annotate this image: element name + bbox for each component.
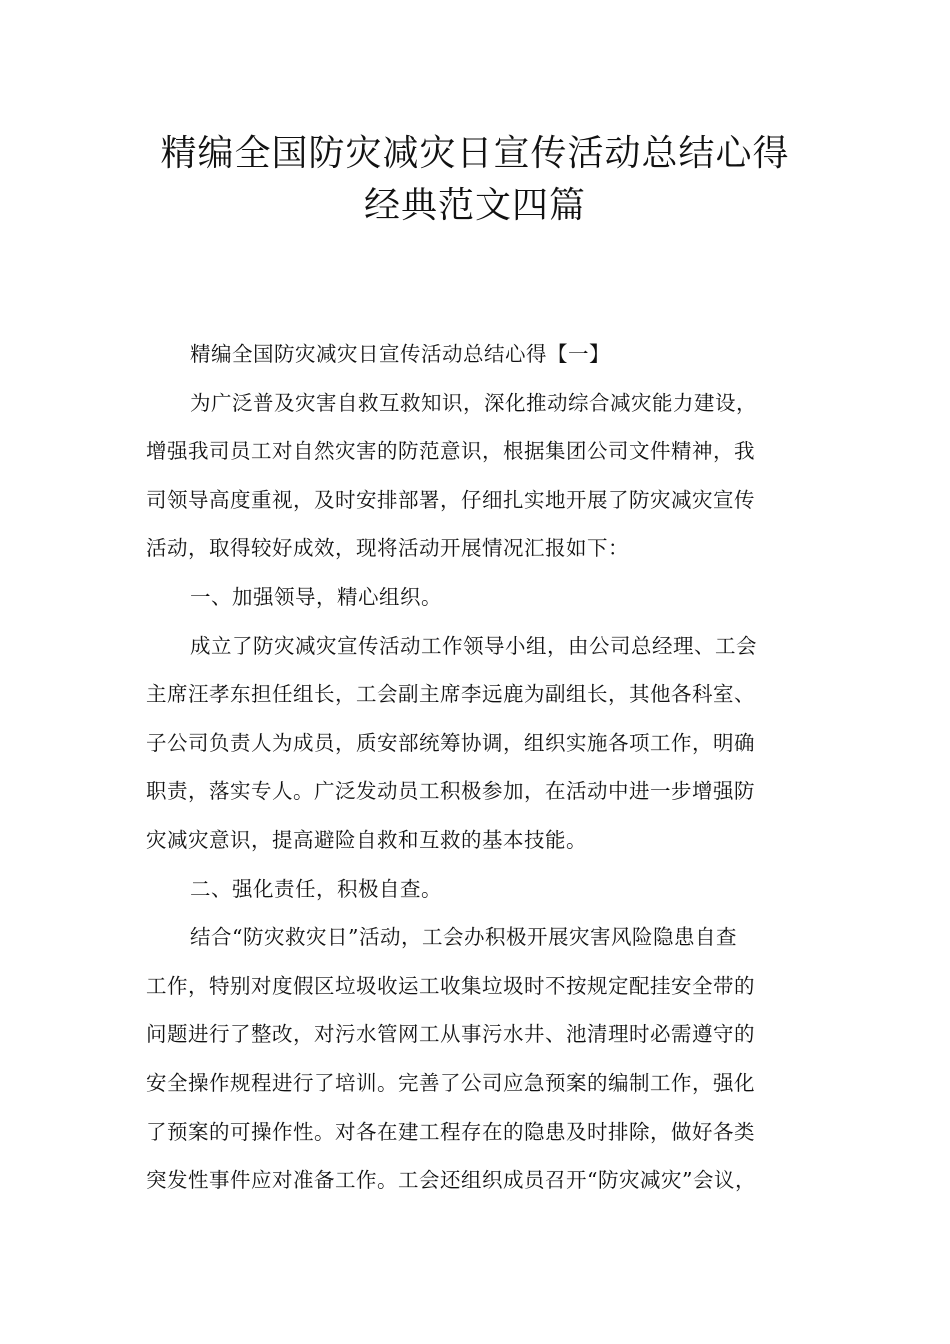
paragraph-line: 活动，取得较好成效，现将活动开展情况汇报如下：: [146, 536, 629, 561]
section-heading: 精编全国防灾减灾日宣传活动总结心得【一】: [190, 342, 610, 366]
paragraph-line: 问题进行了整改，对污水管网工从事污水井、池清理时必需遵守的: [146, 1022, 755, 1047]
document-title: [0, 128, 950, 232]
title-line-1: 精编全国防灾减灾日宣传活动总结心得: [160, 133, 790, 174]
paragraph-line: 司领导高度重视，及时安排部署，仔细扎实地开展了防灾减灾宣传: [146, 487, 755, 512]
title-line-2: 经典范文四篇: [363, 185, 586, 226]
subheading: 二、强化责任，积极自查。: [190, 876, 442, 901]
paragraph-line: 工作，特别对度假区垃圾收运工收集垃圾时不按规定配挂安全带的: [146, 973, 755, 998]
subheading: 一、加强领导，精心组织。: [190, 584, 442, 609]
paragraph-line: 主席汪孝东担任组长，工会副主席李远鹿为副组长，其他各科室、: [146, 682, 755, 707]
document-body: [146, 330, 812, 1205]
paragraph-line: 职责，落实专人。广泛发动员工积极参加，在活动中进一步增强防: [146, 779, 755, 804]
paragraph-line: 增强我司员工对自然灾害的防范意识，根据集团公司文件精神，我: [146, 439, 755, 464]
paragraph-line: 成立了防灾减灾宣传活动工作领导小组，由公司总经理、工会: [190, 633, 757, 658]
paragraph-line: 安全操作规程进行了培训。完善了公司应急预案的编制工作，强化: [146, 1070, 755, 1095]
paragraph-line: 子公司负责人为成员，质安部统筹协调，组织实施各项工作，明确: [146, 730, 755, 755]
paragraph-line: 结合“防灾救灾日”活动，工会办积极开展灾害风险隐患自查: [190, 925, 737, 950]
paragraph-line: 为广泛普及灾害自救互救知识，深化推动综合减灾能力建设，: [190, 390, 757, 415]
paragraph-line: 突发性事件应对准备工作。工会还组织成员召开“防灾减灾”会议，: [146, 1168, 756, 1193]
paragraph-line: 了预案的可操作性。对各在建工程存在的隐患及时排除，做好各类: [146, 1119, 755, 1144]
paragraph-line: 灾减灾意识，提高避险自救和互救的基本技能。: [146, 827, 587, 852]
